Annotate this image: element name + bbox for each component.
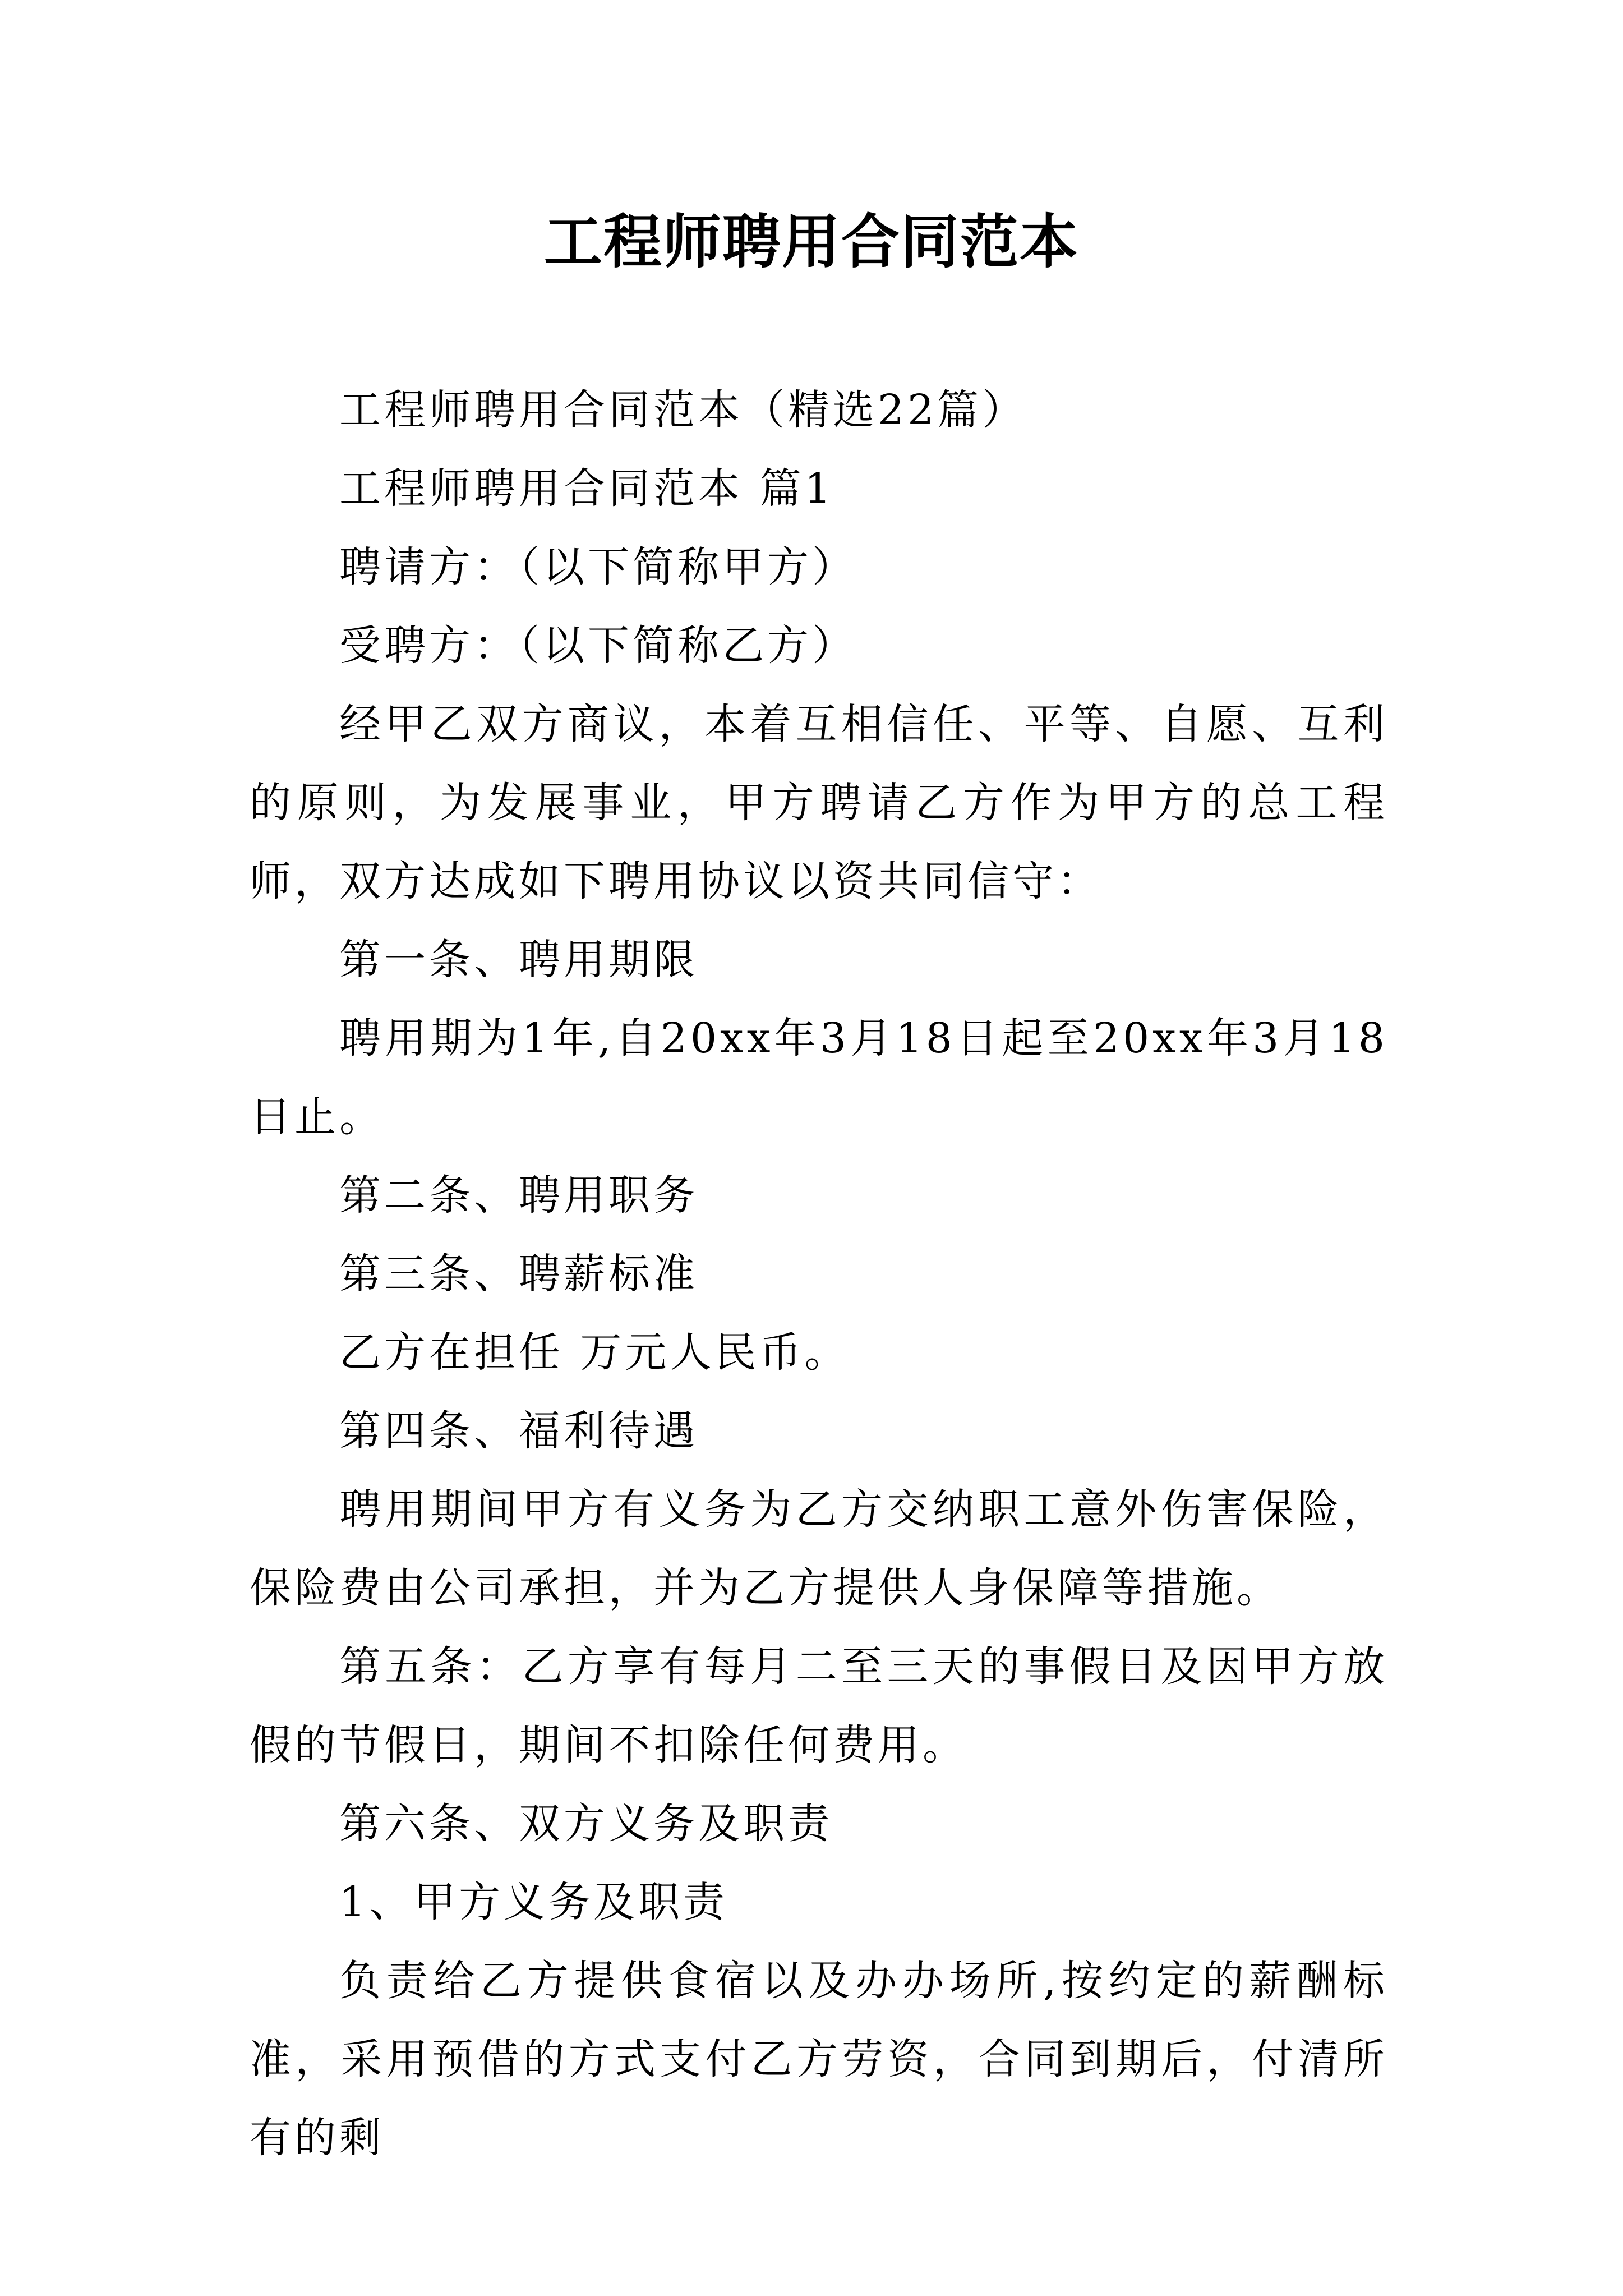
paragraph-article-4-heading: 第四条、福利待遇 — [339, 1407, 698, 1455]
paragraph-article-1-text: 聘用期为1年,自20xx年3月18日起至20xx年3月18日止。 — [250, 1014, 1388, 1141]
paragraph-article-2-heading: 第二条、聘用职务 — [339, 1171, 698, 1220]
paragraph-subtitle: 工程师聘用合同范本（精选22篇） — [339, 386, 1027, 434]
paragraph-hired-party: 受聘方：（以下简称乙方） — [339, 622, 857, 670]
paragraph-article-1-heading: 第一条、聘用期限 — [339, 936, 698, 984]
paragraph-article-6-item-1-text: 负责给乙方提供食宿以及办办场所,按约定的薪酬标准，采用预借的方式支付乙方劳资，合同到期后，付清所有的剩 — [250, 1957, 1388, 2162]
paragraph-article-6-item-1: 1、甲方义务及职责 — [339, 1878, 728, 1926]
document-title: 工程师聘用合同范本 — [543, 208, 1079, 276]
paragraph-article-4-text: 聘用期间甲方有义务为乙方交纳职工意外伤害保险，保险费由公司承担，并为乙方提供人身保障等措施。 — [250, 1485, 1388, 1612]
paragraph-article-5: 第五条：乙方享有每月二至三天的事假日及因甲方放假的节假日，期间不扣除任何费用。 — [250, 1642, 1388, 1769]
paragraph-hiring-party: 聘请方：（以下简称甲方） — [339, 543, 857, 591]
paragraph-article-3-heading: 第三条、聘薪标准 — [339, 1250, 698, 1298]
paragraph-article-6-heading: 第六条、双方义务及职责 — [339, 1800, 833, 1848]
document-body — [250, 371, 1388, 2177]
paragraph-preamble: 经甲乙双方商议，本着互相信任、平等、自愿、互利的原则，为发展事业，甲方聘请乙方作为甲方的总工程师，双方达成如下聘用协议以资共同信守： — [250, 700, 1388, 905]
paragraph-article-3-text: 乙方在担任 万元人民币。 — [339, 1328, 850, 1377]
paragraph-section-heading: 工程师聘用合同范本 篇1 — [339, 464, 834, 513]
